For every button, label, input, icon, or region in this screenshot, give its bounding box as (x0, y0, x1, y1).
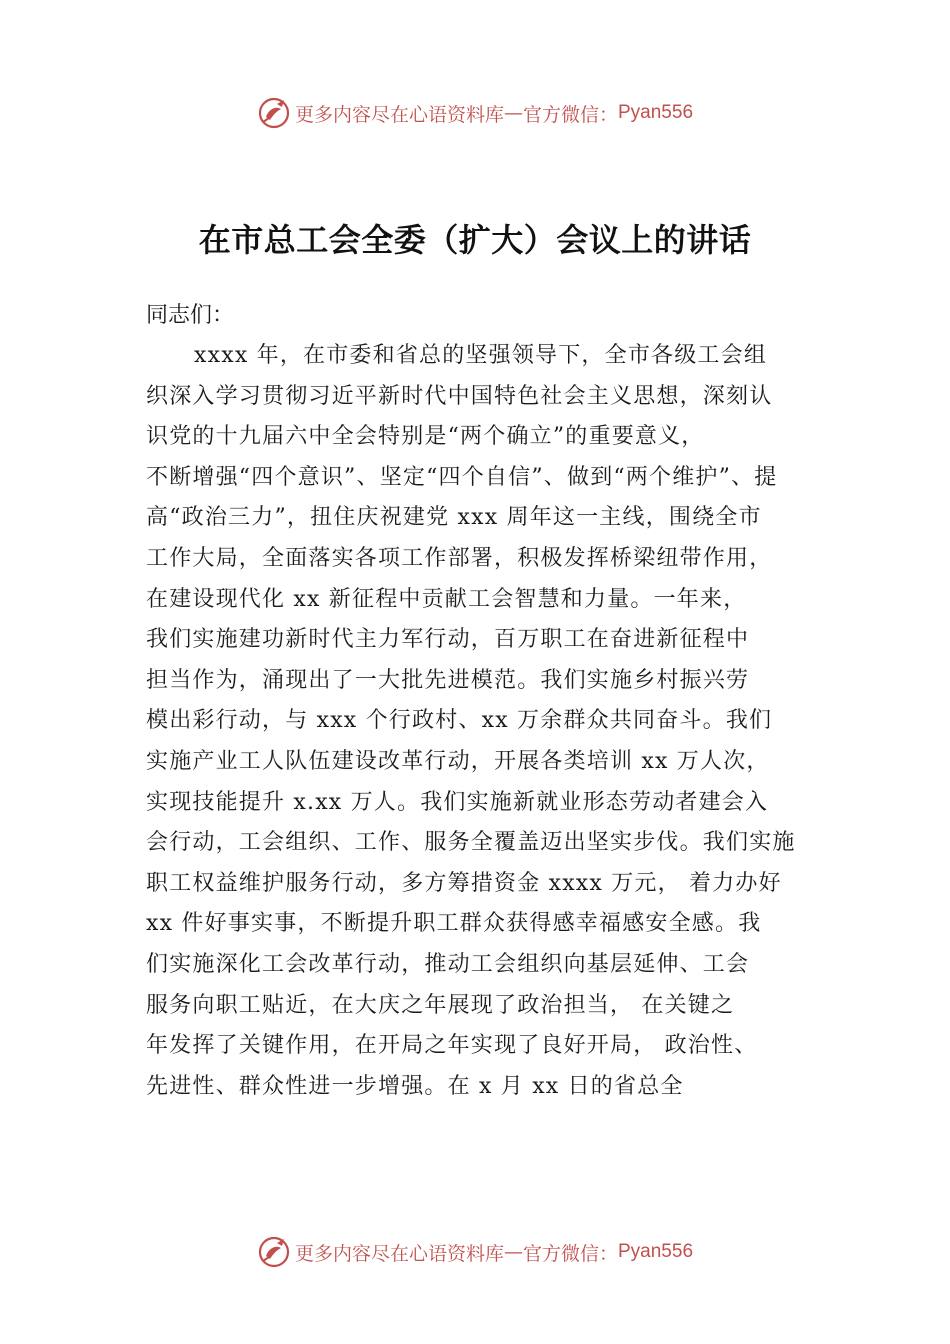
body-line: 工作大局，全面落实各项工作部署，积极发挥桥梁纽带作用， (146, 545, 773, 571)
watermark-account: Pyan556 (618, 102, 694, 123)
header-watermark (0, 93, 950, 133)
body-line: 高“政治三力”，扭住庆祝建党 xxx 周年这一主线，围绕全市 (146, 505, 762, 531)
body-line: xxxx 年，在市委和省总的坚强领导下，全市各级工会组 (194, 343, 768, 368)
body-line: 担当作为，涌现出了一大批先进模范。我们实施乡村振兴劳 (146, 667, 750, 693)
document-title: 在市总工会全委（扩大）会议上的讲话 (198, 221, 752, 259)
body-line: 先进性、群众性进一步增强。在 x 月 xx 日的省总全 (146, 1073, 684, 1099)
pen-heart-logo-icon (257, 1235, 291, 1269)
body-line: 实施产业工人队伍建设改革行动，开展各类培训 xx 万人次， (146, 748, 770, 774)
body-line: 织深入学习贯彻习近平新时代中国特色社会主义思想，深刻认 (146, 383, 773, 409)
body-line: 模出彩行动，与 xxx 个行政村、xx 万余群众共同奋斗。我们 (146, 708, 773, 734)
body-line: 服务向职工贴近，在大庆之年展现了政治担当， 在关键之 (146, 992, 735, 1018)
body-line: xx 件好事实事，不断提升职工群众获得感幸福感安全感。我 (146, 911, 762, 937)
watermark-separator: — (503, 102, 523, 124)
body-line: 年发挥了关键作用，在开局之年实现了良好开局， 政治性、 (146, 1033, 758, 1059)
body-paragraph (146, 336, 816, 1107)
watermark-account: Pyan556 (618, 1241, 694, 1262)
footer-watermark (0, 1232, 950, 1272)
watermark-text: 更多内容尽在心语资料库 (294, 103, 504, 126)
body-line: 在建设现代化 xx 新征程中贡献工会智慧和力量。一年来， (146, 586, 747, 612)
watermark-label: 官方微信： (522, 1242, 618, 1265)
greeting: 同志们： (146, 303, 235, 328)
watermark-text: 更多内容尽在心语资料库 (294, 1242, 504, 1265)
body-line: 我们实施建功新时代主力军行动，百万职工在奋进新征程中 (146, 627, 750, 653)
body-line: 们实施深化工会改革行动，推动工会组织向基层延伸、工会 (146, 951, 750, 977)
body-line: 识党的十九届六中全会特别是“两个确立”的重要意义， (146, 424, 705, 450)
body-line: 实现技能提升 x.xx 万人。我们实施新就业形态劳动者建会入 (146, 789, 769, 815)
body-line: 会行动，工会组织、工作、服务全覆盖迈出坚实步伐。我们实施 (146, 830, 796, 856)
body-line: 不断增强“四个意识”、坚定“四个自信”、做到“两个维护”、提 (146, 464, 778, 490)
watermark-label: 官方微信： (522, 103, 618, 126)
pen-heart-logo-icon (257, 96, 291, 130)
watermark-separator: — (503, 1241, 523, 1263)
body-line: 职工权益维护服务行动，多方筹措资金 xxxx 万元， 着力办好 (146, 870, 782, 896)
